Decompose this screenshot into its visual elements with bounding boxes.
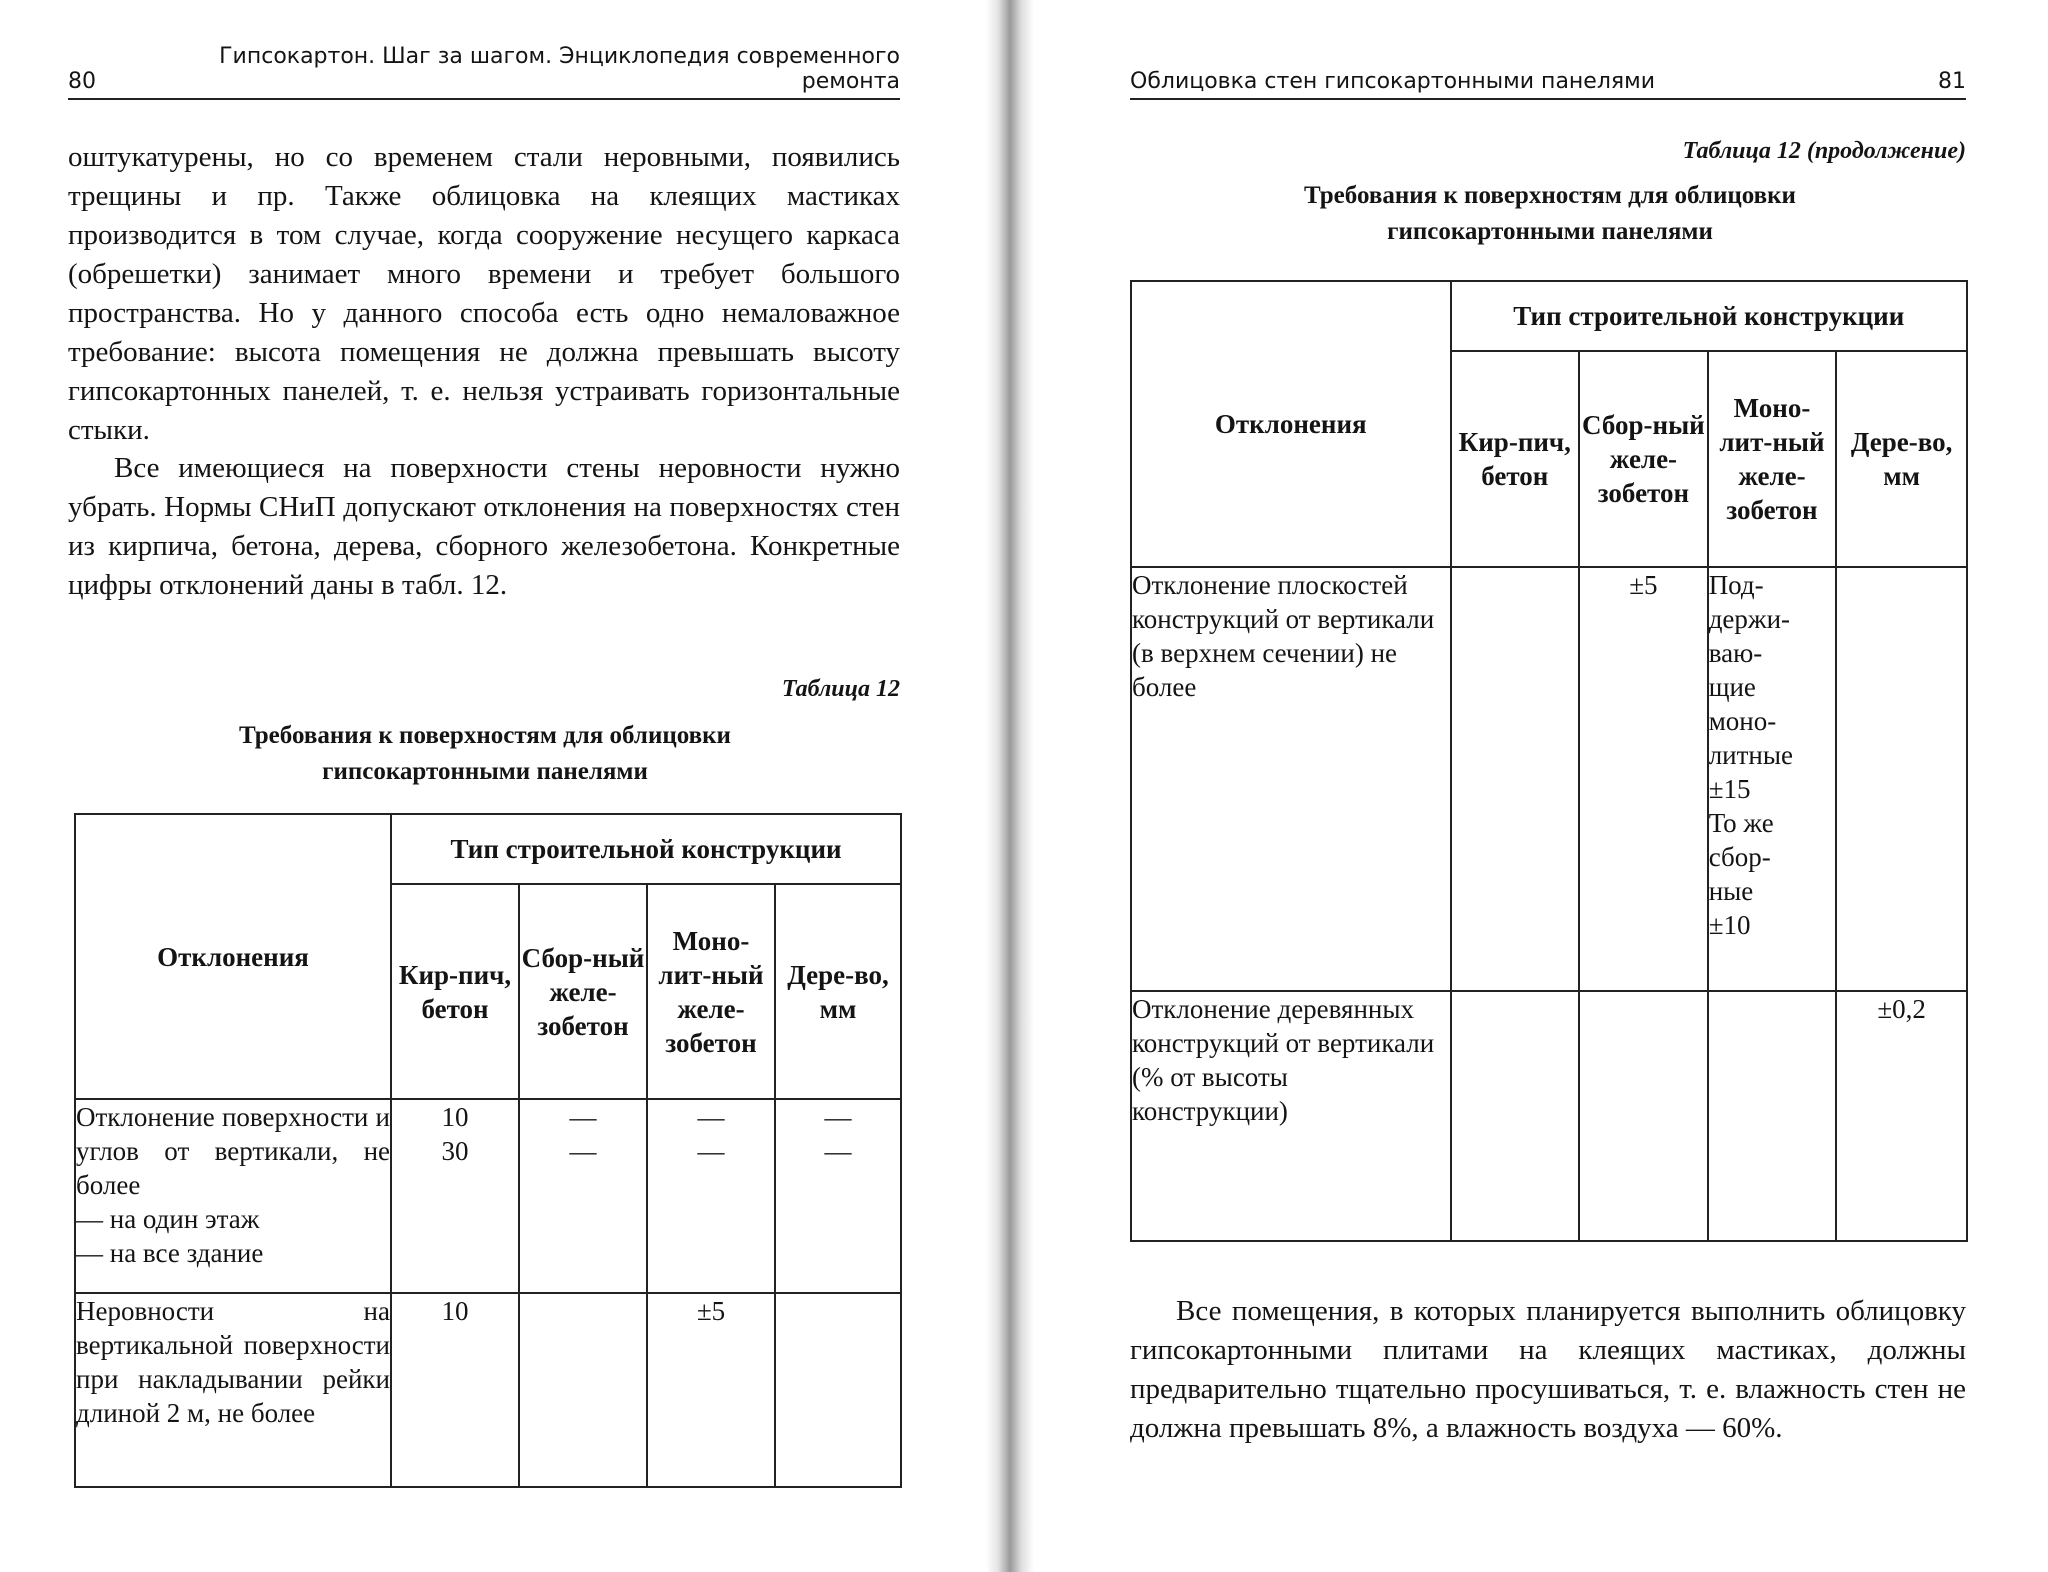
header-monolithic-concrete: Моно-лит-ный желе-зобетон [647,884,775,1099]
cell-value: 10 30 [391,1099,519,1293]
right-page [1010,0,2048,1572]
cell-value: — — [647,1099,775,1293]
cell-value: — — [775,1099,901,1293]
right-paragraph-1: Все помещения, в которых планируется выполнить облицовку гипсокартонными плитами на клеящих мастиках, должны предварительно тщательно просушиваться, т. е. влажность стен не должна превышать 8%, а влажность воздуха — 60%. [1130,1295,1966,1444]
header-wood: Дере-во, мм [1836,351,1967,567]
right-running-header [1130,66,1966,100]
row-label: Отклонение плоскостей конструкций от вертикали (в верхнем сечении) не более [1131,567,1451,991]
header-brick-concrete: Кир-пич, бетон [1451,351,1580,567]
cell-value: ±5 [1579,567,1708,991]
header-deviations: Отклонения [75,814,391,1099]
header-precast-concrete: Сбор-ный желе-зобетон [1579,351,1708,567]
cell-empty [1451,991,1580,1241]
left-paragraph-1: оштукатурены, но со временем стали неровными, появились трещины и пр. Также облицовка на клеящих мастиках производится в том случае, когда сооружение несущего каркаса (обрешетки) занимает много времени и требует большого пространства. Но у данного способа есть одно немаловажное требование: высота помещения не должна превышать высоту гипсокартонных панелей, т. е. нельзя устраивать горизонтальные стыки. [68,141,900,446]
cell-notes: Под- держи- ваю- щие моно- литные ±15 То же сбор- ные ±10 [1708,567,1837,991]
header-deviations: Отклонения [1131,281,1451,567]
row-sub-item: — на один этаж [76,1204,260,1234]
right-requirements-table [1130,280,1968,1242]
header-construction-type: Тип строительной конструкции [391,814,901,884]
right-page-number: 81 [1938,69,1966,94]
cell-value: — — [519,1099,647,1293]
cell-value: 10 [391,1293,519,1487]
row-label: Неровности на вертикальной поверхности при накладывании рейки длиной 2 м, не более [75,1293,391,1487]
left-table-caption: Таблица 12 [781,676,900,702]
cell-empty [1451,567,1580,991]
header-construction-type: Тип строительной конструкции [1451,281,1968,351]
left-page [0,0,990,1572]
table-row [75,1099,901,1293]
header-wood: Дере-во, мм [775,884,901,1099]
right-running-title: Облицовка стен гипсокартонными панелями [1130,69,1656,94]
table-row [1131,567,1967,991]
cell-empty [1836,567,1967,991]
left-page-number: 80 [68,69,96,94]
row-label: Отклонение деревянных конструкций от вертикали (% от высоты конструкции) [1131,991,1451,1241]
row-label: Отклонение поверхности и углов от вертикали, не более — на один этаж — на все здание [75,1099,391,1293]
left-paragraph-2: Все имеющиеся на поверхности стены неровности нужно убрать. Нормы СНиП допускают отклонения на поверхностях стен из кирпича, бетона, дерева, сборного железобетона. Конкретные цифры отклонений даны в табл. 12. [68,452,900,601]
table-row [75,1293,901,1487]
header-monolithic-concrete: Моно-лит-ный желе-зобетон [1708,351,1837,567]
right-table-title: Требования к поверхностям для облицовки гипсокартонными панелями [1304,182,1796,245]
row-sub-item: — на все здание [76,1238,264,1268]
cell-empty [519,1293,647,1487]
right-table-caption: Таблица 12 (продолжение) [1682,138,1966,164]
left-table-title: Требования к поверхностям для облицовки гипсокартонными панелями [239,722,731,785]
left-requirements-table [74,813,902,1488]
left-running-header [68,44,900,100]
left-running-title: Гипсокартон. Шаг за шагом. Энциклопедия современного ремонта [219,44,900,94]
header-brick-concrete: Кир-пич, бетон [391,884,519,1099]
cell-empty [775,1293,901,1487]
cell-value: ±5 [647,1293,775,1487]
cell-empty [1579,991,1708,1241]
table-row [1131,991,1967,1241]
cell-value: ±0,2 [1836,991,1967,1241]
cell-empty [1708,991,1837,1241]
header-precast-concrete: Сбор-ный желе-зобетон [519,884,647,1099]
